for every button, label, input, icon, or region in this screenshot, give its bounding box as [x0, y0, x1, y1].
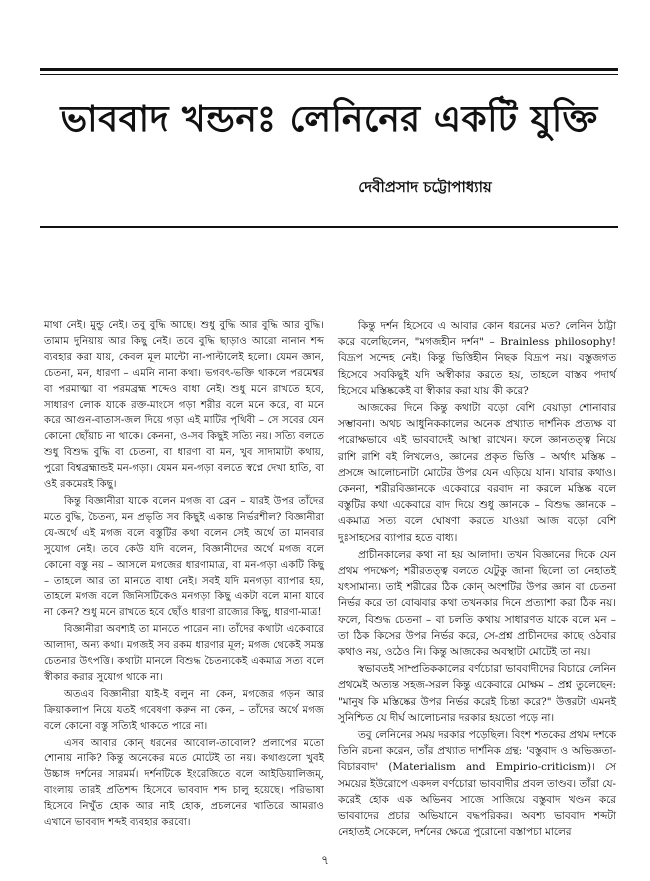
paragraph: মাথা নেই। মুন্ডু নেই। তবু বুদ্ধি আছে। শুধু বুদ্ধি আর বুদ্ধি আর বুদ্ধি। তামাম দুনিয়ায় আর কিছু নেই। তবে বুদ্ধি ছাড়াও আরো নানান শব্দ ব্যবহার করা যায়, কেবল মূল মান্টো না-পাল্টালেই হলো। যেমন জ্ঞান, চেতনা, মন, ধারণা – এমনি নানা কথা। ভগবৎ-ভক্তি থাকলে পরমেশ্বর বা পরমাত্মা বা পরমব্রহ্ম শব্দেও বাধা নেই। শুধু মনে রাখতে হবে, সাধারণ লোক যাকে রক্ত-মাংসে গড়া শরীর বলে মনে করে, বা মনে করে আগুন-বাতাস-জল দিয়ে গড়া এই মাটির পৃথিবী – সে সবের যেন কোনো ছোঁয়াচ না থাকে। কেননা, ও-সব কিছুই সত্যি নয়। সত্যি বলতে শুধু বিশুদ্ধ বুদ্ধি বা চেতনা, বা ধারণা বা মন, খুব সাদামাটা কথায়, পুরো বিশ্বব্রহ্মান্ডই মন-গড়া। যেমন মন-গড়া বলতে স্বপ্নে দেখা হাতি, বা ওই রকমেরই কিছু। — [44, 320, 324, 491]
right-text-column — [338, 318, 616, 841]
paragraph: বিজ্ঞানীরা অবশ্যই তা মানতে পারেন না। তাঁদের কথাটা একেবারে আলাদা, অন্য কথা। মগজই সব রকম ধারণার মূল; মগজ থেকেই সমস্ত চেতনার উৎপত্তি। কথাটা মানলে বিশুদ্ধ চৈতন্যকেই একমাত্র সত্য বলে স্বীকার করার সুযোগ থাকে না। — [44, 624, 324, 683]
paragraph: প্রাচীনকালের কথা না হয় আলাদা। তখন বিজ্ঞানের দিকে যেন প্রথম পদক্ষেপ; শরীরতত্ত্ব বলতে যেটুকু জানা ছিলো তা নেহাতই যৎসামান্য। তাই শরীরের ঠিক কোন্ অংশটির উপর জ্ঞান বা চেতনা নির্ভর করে তা বোঝবার কথা তখনকার দিনে প্রত্যাশা করা ঠিক নয়। ফলে, বিশুদ্ধ চেতনা – বা চলতি কথায় সাধারণত যাকে বলে মন – তা ঠিক কিসের উপর নির্ভর করে, সে-প্রশ্ন প্রাচীনদের কাছে ওঠবার কথাও নয়, ওঠেও নি। কিন্তু আজকের অবস্থাটা মোটেই তা নয়। — [338, 548, 616, 659]
paragraph: স্বভাবতই সাম্প্রতিককালের বর্ণচোরা ভাববাদীদের বিচারে লেনিন প্রথমেই অত্যন্ত সহজ-সরল কিন্তু একেবারে মোক্ষম – প্রশ্ন তুলেছেন: "মানুষ কি মস্তিষ্কের উপর নির্ভর করেই চিন্তা করে?" উত্তরটা এমনই সুনিশ্চিত যে দীর্ঘ আলোচনার দরকার হয়তো পড়ে না। — [338, 663, 616, 724]
top-border-rule-thin — [40, 74, 618, 75]
top-border-rule — [40, 68, 618, 71]
paragraph: তবু লেনিনের সময় দরকার পড়েছিল। বিংশ শতকের প্রথম দশকে তিনি রচনা করেন, তাঁর প্রখ্যাত দার্শনিক গ্রন্থ: 'বস্তুবাদ ও অভিজ্ঞতা-বিচারবাদ' (Materialism and Empirio-criticism)। সে সময়ের ইউরোপে একদল বর্ণচোরা ভাববাদীর প্রবল তাণ্ডব। তাঁরা যে-করেই হোক এক অভিনব সাজে সাজিয়ে বস্তুবাদ খণ্ডন করে ভাববাদের প্রচার অভিযানে বদ্ধপরিকর। অবশ্য ভাববাদ শব্দটা নেহাতই সেকেলে, দর্শনের ক্ষেত্রে পুরোনো বস্তাপচা মালের — [338, 729, 616, 839]
paragraph: অতএব বিজ্ঞানীরা যাই-ই বলুন না কেন, মগজের গড়ন আর ক্রিয়াকলাপ নিয়ে যতই গবেষণা করুন না কেন, – তাঁদের অর্থে মগজ বলে কোনো বস্তু সত্যিই থাকতে পারে না। — [44, 688, 324, 732]
article-title: ভাববাদ খন্ডনঃ লেনিনের একটি যুক্তি — [60, 99, 598, 140]
paragraph: কিন্তু দর্শন হিসেবে এ আবার কোন ধরনের মত? লেনিন ঠাট্টা করে বলেছিলেন, "মগজহীন দর্শন" – Brainless philosophy! বিদ্রূপ সন্দেহ নেই। কিন্তু ভিত্তিহীন নিছক বিদ্রূপ নয়। বস্তুজগত হিসেবে সবকিছুই যদি অস্বীকার করতে হয়, তাহলে বাস্তব পদার্থ হিসেবে মস্তিষ্ককেই বা স্বীকার করা যায় কী করে? — [338, 320, 616, 397]
paragraph: কিন্তু বিজ্ঞানীরা যাকে বলেন মগজ বা ব্রেন – যারই উপর তাঁদের মতে বুদ্ধি, চৈতন্য, মন প্রভৃতি সব কিছুই একান্ত নির্ভরশীল? বিজ্ঞানীরা যে-অর্থে এই মগজ বলে বস্তুটির কথা বলেন সেই অর্থে তা মানবার সুযোগ নেই। তবে কেউ যদি বলেন, বিজ্ঞানীদের অর্থে মগজ বলে কোনো বস্তু নয় – আসলে মগজের ধারণামাত্র, বা মন-গড়া একটি কিছু – তাহলে আর তা মানতে বাধা নেই। সবই যদি মনগড়া ব্যাপার হয়, তাহলে মগজ বলে জিনিসটিকেও মনগড়া কিছু একটা বলে মানা যাবে না কেন? শুধু মনে রাখতে হবে ছোঁও ধারণা রাজ্যের কিছু, ধারণা-মাত্র! — [44, 495, 324, 619]
left-text-column — [44, 318, 324, 831]
paragraph: এসব আবার কোন্ ধরনের আবোল-তাবোল? প্রলাপের মতো শোনায় নাকি? কিন্তু অনেকের মতে মোটেই তা নয়। কথাগুলো খুবই উচ্চাঙ্গ দর্শনের সারমর্ম। দর্শনটিকে ইংরেজিতে বলে আইডিয়ালিজম্, বাংলায় তারই প্রতিশব্দ হিসেবে ভাববাদ শব্দ চালু হয়েছে। পরিভাষা হিসেবে নিখুঁত হোক আর নাই হোক, প্রচলনের খাতিরে আমরাও এখানে ভাববাদ শব্দই ব্যবহার করবো। — [44, 737, 324, 829]
header-bottom-rule — [40, 226, 618, 228]
page-number: ৭ — [321, 853, 329, 867]
article-author: দেবীপ্রসাদ চট্টোপাধ্যায় — [358, 178, 492, 196]
paragraph: আজকের দিনে কিন্তু কথাটা বড়ো বেশি বেয়াড়া শোনাবার সম্ভাবনা। অথচ আধুনিককালের অনেক প্রখ্যাত দার্শনিক প্রত্যক্ষ বা পরোক্ষভাবে এই ভাববাদেই আস্থা রাখেন। ফলে জ্ঞানতত্ত্ব নিয়ে রাশি রাশি বই লিখলেও, জ্ঞানের প্রকৃত ভিত্তি – অর্থাৎ মস্তিষ্ক – প্রসঙ্গে আলোচনাটা মোটের উপর যেন এড়িয়ে যান। যাবার কথাও। কেননা, শরীরবিজ্ঞানকে একেবারে বরবাদ না করলে মস্তিষ্ক বলে বস্তুটির কথা একেবারে বাদ দিয়ে শুধু জ্ঞানকে – বিশুদ্ধ জ্ঞানকে – একমাত্র সত্য বলে ঘোষণা করতে যাওয়া আজ বড়ো বেশি দুঃসাহসের ব্যাপার হতে বাধ্য। — [338, 402, 616, 544]
